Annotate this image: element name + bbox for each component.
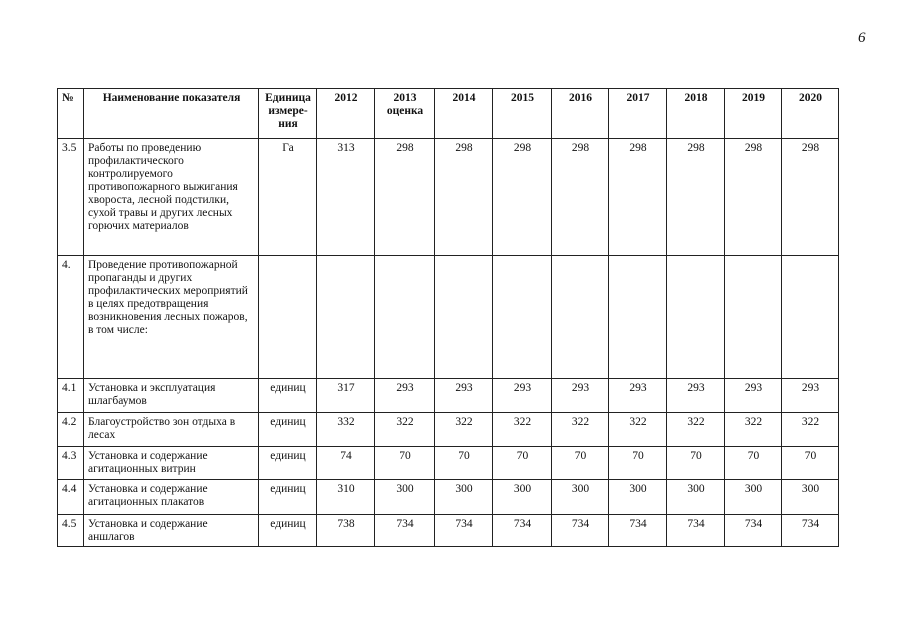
indicator-name: Проведение противопожарной пропаганды и других профилактических мероприятий в целях предотвращения возникновения лесных пожаров, в том числе: [84,256,259,379]
year-value [609,256,667,379]
unit: единиц [259,379,317,413]
column-header: 2016 [552,89,609,139]
year-value: 734 [609,515,667,547]
year-value [552,256,609,379]
year-value: 300 [725,480,782,515]
year-value: 300 [782,480,839,515]
year-value: 322 [667,413,725,447]
year-value: 300 [493,480,552,515]
column-header: 2014 [435,89,493,139]
year-value: 332 [317,413,375,447]
row-number: 3.5 [58,139,84,256]
indicator-name: Установка и содержание аншлагов [84,515,259,547]
row-number: 4.5 [58,515,84,547]
year-value [375,256,435,379]
year-value: 293 [725,379,782,413]
row-number: 4.4 [58,480,84,515]
year-value: 300 [375,480,435,515]
year-value: 300 [552,480,609,515]
year-value [725,256,782,379]
unit [259,256,317,379]
year-value: 300 [609,480,667,515]
year-value: 70 [435,447,493,480]
year-value [667,256,725,379]
year-value: 322 [782,413,839,447]
year-value: 734 [725,515,782,547]
year-value: 734 [493,515,552,547]
column-header: Единица измере-ния [259,89,317,139]
indicator-name: Работы по проведению профилактического контролируемого противопожарного выжигания хвороста, лесной подстилки, сухой травы и других лесных горючих материалов [84,139,259,256]
year-value: 317 [317,379,375,413]
indicator-name: Установка и эксплуатация шлагбаумов [84,379,259,413]
column-header: 2012 [317,89,375,139]
year-value: 70 [609,447,667,480]
year-value: 70 [725,447,782,480]
year-value: 293 [609,379,667,413]
year-value: 298 [725,139,782,256]
unit: Га [259,139,317,256]
year-value: 70 [667,447,725,480]
table-header-row [58,89,839,139]
year-value: 322 [493,413,552,447]
year-value: 293 [493,379,552,413]
year-value: 298 [552,139,609,256]
year-value: 293 [435,379,493,413]
year-value: 298 [493,139,552,256]
unit: единиц [259,413,317,447]
column-header: 2017 [609,89,667,139]
row-number: 4.3 [58,447,84,480]
column-header: 2013 оценка [375,89,435,139]
column-header: 2019 [725,89,782,139]
column-header: Наименование показателя [84,89,259,139]
table-row [58,139,839,256]
year-value: 734 [435,515,493,547]
year-value: 298 [435,139,493,256]
year-value: 300 [435,480,493,515]
year-value [493,256,552,379]
unit: единиц [259,480,317,515]
year-value: 322 [725,413,782,447]
table-row [58,413,839,447]
year-value: 310 [317,480,375,515]
year-value: 322 [609,413,667,447]
year-value [317,256,375,379]
year-value [782,256,839,379]
year-value: 738 [317,515,375,547]
unit: единиц [259,515,317,547]
year-value: 70 [493,447,552,480]
year-value: 322 [552,413,609,447]
year-value: 293 [375,379,435,413]
column-header: 2020 [782,89,839,139]
indicators-table [57,88,839,547]
year-value: 293 [782,379,839,413]
row-number: 4.2 [58,413,84,447]
column-header: № [58,89,84,139]
table-row [58,480,839,515]
year-value: 734 [375,515,435,547]
year-value: 70 [782,447,839,480]
year-value: 734 [552,515,609,547]
page-number: 6 [858,30,866,46]
indicator-name: Установка и содержание агитационных витрин [84,447,259,480]
table-row [58,379,839,413]
year-value: 293 [552,379,609,413]
year-value: 734 [782,515,839,547]
year-value: 74 [317,447,375,480]
unit: единиц [259,447,317,480]
year-value: 734 [667,515,725,547]
indicator-name: Благоустройство зон отдыха в лесах [84,413,259,447]
year-value: 313 [317,139,375,256]
table-row [58,515,839,547]
row-number: 4. [58,256,84,379]
year-value: 70 [552,447,609,480]
year-value: 300 [667,480,725,515]
year-value: 322 [375,413,435,447]
row-number: 4.1 [58,379,84,413]
year-value: 322 [435,413,493,447]
table-row [58,256,839,379]
table-row [58,447,839,480]
year-value: 298 [609,139,667,256]
column-header: 2015 [493,89,552,139]
year-value: 298 [375,139,435,256]
column-header: 2018 [667,89,725,139]
indicator-name: Установка и содержание агитационных плакатов [84,480,259,515]
year-value: 298 [782,139,839,256]
year-value: 70 [375,447,435,480]
year-value: 293 [667,379,725,413]
year-value [435,256,493,379]
year-value: 298 [667,139,725,256]
